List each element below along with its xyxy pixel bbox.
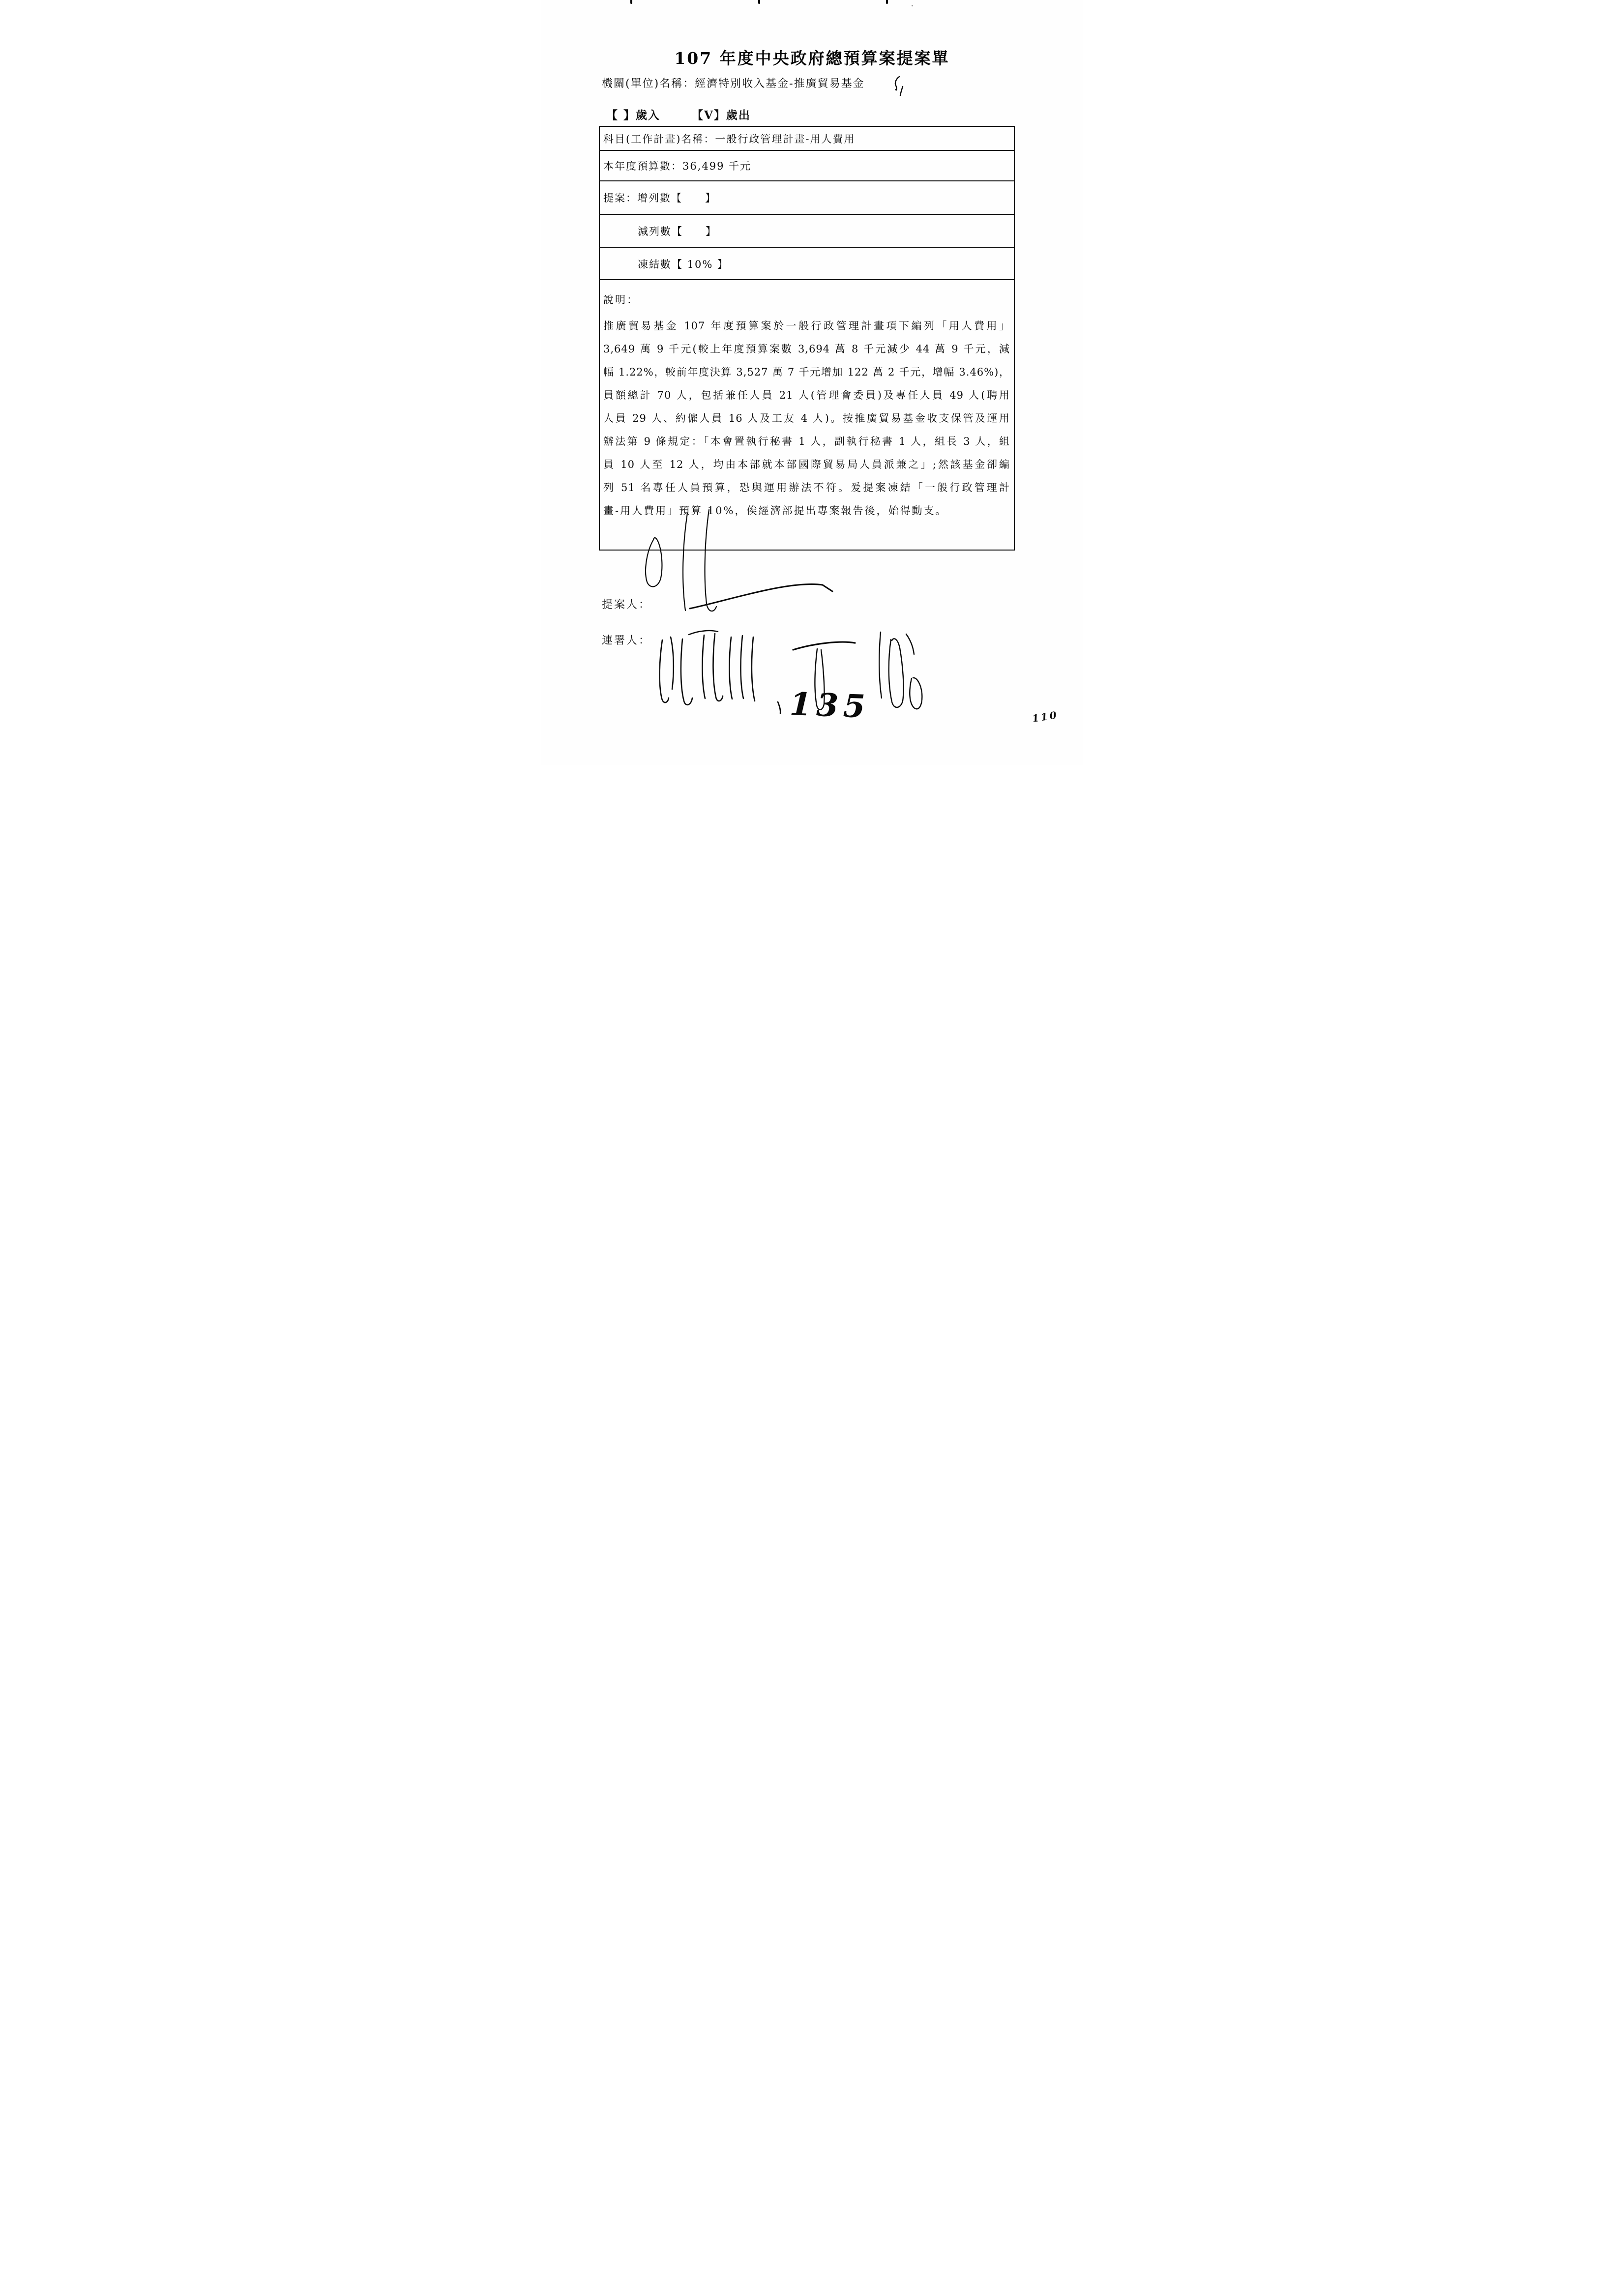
agency-line [602, 75, 865, 90]
increase-row: 提案：增列數【 】 [600, 180, 1014, 214]
handwritten-page-number: 135 [789, 686, 871, 726]
scan-artifact [886, 0, 888, 4]
explanation-line: 3,649 萬 9 千元(較上年度預算案數 3,694 萬 8 千元減少 44 萬 9 千元，減 [603, 343, 1010, 355]
cosigner-label: 連署人： [602, 635, 651, 647]
explanation-line: 人員 29 人、約僱人員 16 人及工友 4 人)。按推廣貿易基金收支保管及運用 [603, 412, 1010, 424]
subject-row: 科目(工作計畫)名稱：一般行政管理計畫-用人費用 [603, 133, 856, 145]
handwritten-corner-note: 110 [1031, 708, 1060, 725]
scan-artifact [630, 0, 632, 4]
freeze-row: 凍結數【 10% 】 [600, 247, 1014, 279]
budget-proposal-form [541, 0, 1083, 765]
budget-row: 本年度預算數：36,499 千元 [600, 150, 1014, 180]
proposer-label: 提案人： [602, 599, 651, 611]
explanation-row [600, 279, 1014, 550]
agency-value: 經濟特別收入基金-推廣貿易基金 [695, 78, 865, 90]
page-title: 107 年度中央政府總預算案提案單 [674, 49, 950, 68]
explanation-label: 說明： [603, 294, 639, 306]
explanation-line: 員 10 人至 12 人，均由本部就本部國際貿易局人員派兼之」;然該基金卻編 [603, 459, 1010, 470]
explanation-line: 列 51 名專任人員預算，恐與運用辦法不符。爰提案凍結「一般行政管理計 [603, 482, 1010, 494]
checkbox-revenue: 【 】歲入 [606, 109, 661, 122]
category-checkboxes [606, 106, 751, 122]
signature-cosigner-1 [660, 631, 755, 705]
explanation-line: 員額總計 70 人，包括兼任人員 21 人(管理會委員)及專任人員 49 人(聘用 [603, 389, 1010, 401]
explanation-line: 推廣貿易基金 107 年度預算案於一般行政管理計畫項下編列「用人費用」 [603, 320, 1010, 332]
decrease-row: 減列數【 】 [600, 214, 1014, 247]
scan-artifact [912, 5, 913, 6]
explanation-line: 畫-用人費用」預算 10%，俟經濟部提出專案報告後，始得動支。 [603, 505, 947, 517]
scan-artifact [758, 0, 760, 4]
agency-label: 機關(單位)名稱： [602, 78, 695, 90]
handwritten-check-mark [895, 77, 903, 95]
proposal-table [599, 126, 1015, 551]
checkbox-expenditure: 【V】歲出 [692, 109, 751, 122]
explanation-line: 幅 1.22%，較前年度決算 3,527 萬 7 千元增加 122 萬 2 千元，增幅 3.46%)， [603, 366, 1010, 378]
explanation-line: 辦法第 9 條規定：「本會置執行秘書 1 人，副執行秘書 1 人，組長 3 人，組 [603, 436, 1010, 447]
